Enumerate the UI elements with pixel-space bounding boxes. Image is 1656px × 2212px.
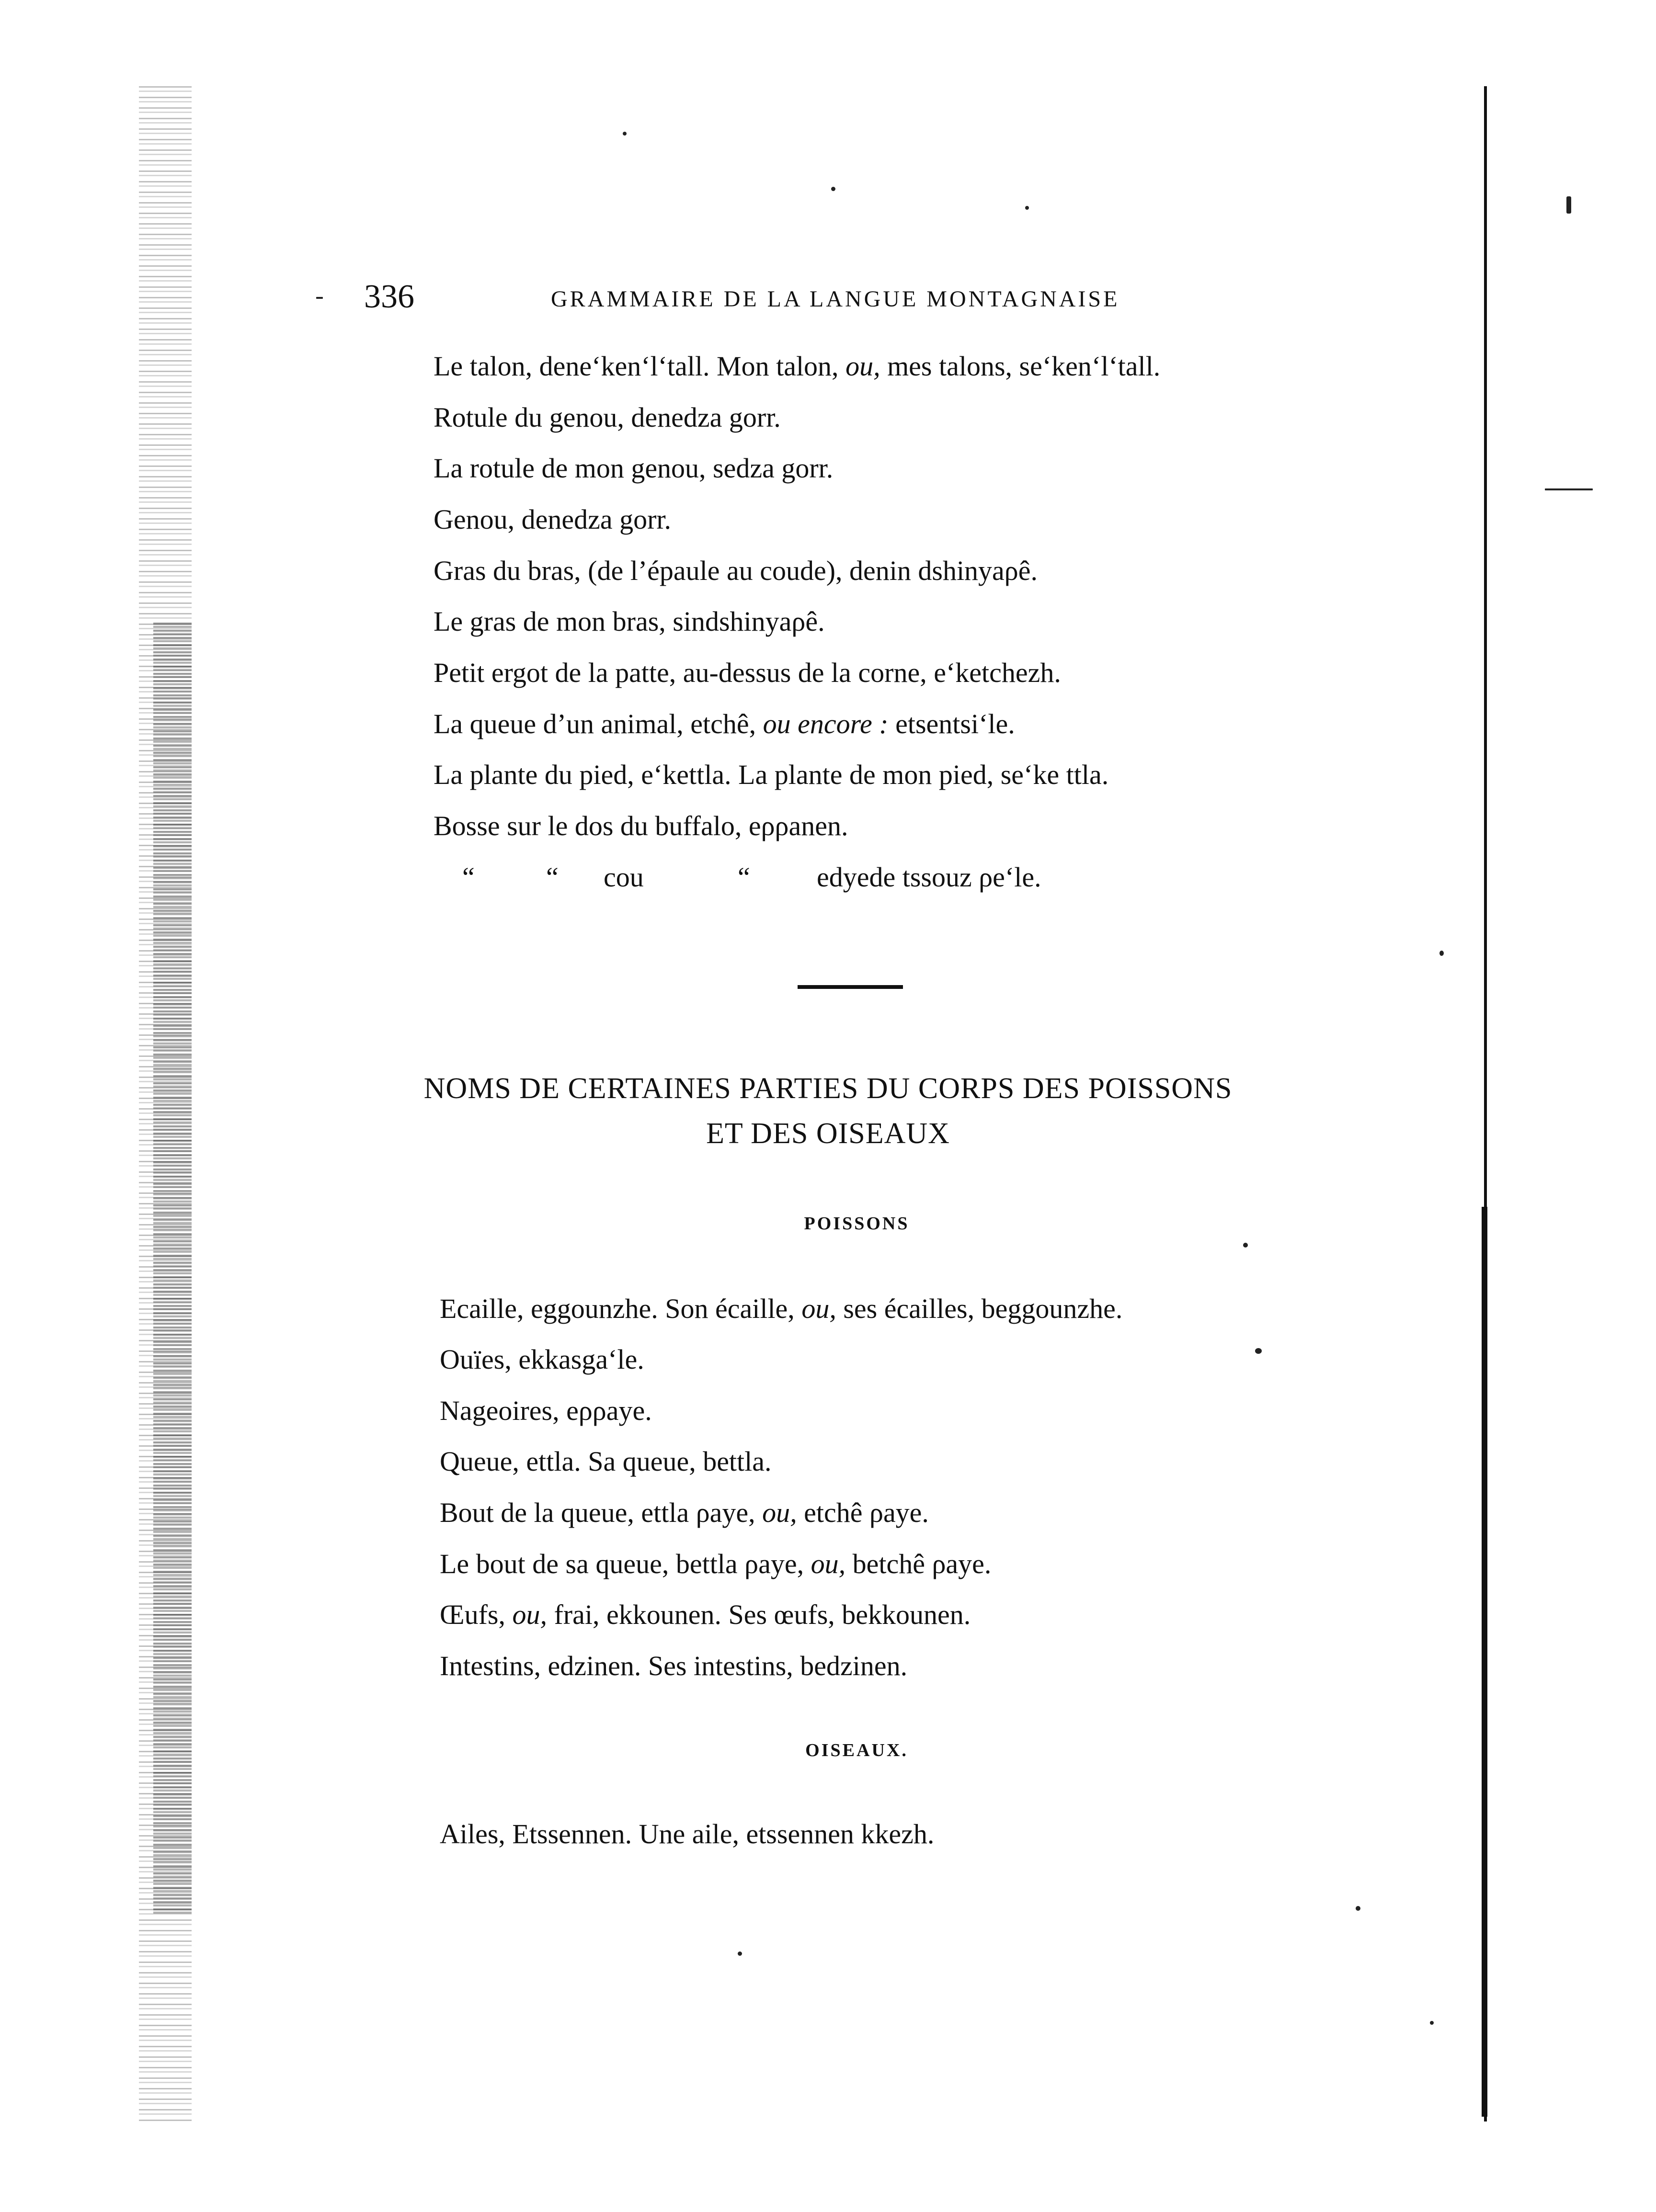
ditto-word: cou: [604, 862, 644, 893]
ditto-mark: “: [462, 862, 475, 893]
poissons-entry: Intestins, edzinen. Ses intestins, bedzinen.: [440, 1650, 908, 1681]
body-line: La queue d’un animal, etchê, ou encore : etsentsi‘le.: [434, 708, 1015, 739]
body-line: Genou, denedza gorr.: [434, 504, 672, 535]
scan-speck: [1243, 1243, 1248, 1248]
poissons-entry: Queue, ettla. Sa queue, bettla.: [440, 1446, 772, 1477]
scan-speck: [1356, 1906, 1360, 1911]
body-line: Petit ergot de la patte, au-dessus de la corne, e‘ketchezh.: [434, 657, 1061, 688]
page-number: 336: [364, 278, 414, 315]
scan-speck: [1430, 2021, 1434, 2025]
poissons-entry: Le bout de sa queue, bettla ρaye, ou, betchê ρaye.: [440, 1548, 992, 1579]
page-header: [364, 275, 1226, 318]
body-line: La rotule de mon genou, sedza gorr.: [434, 453, 834, 484]
ditto-value: edyede tssouz ρe‘le.: [817, 862, 1041, 893]
ditto-mark: “: [546, 862, 559, 893]
body-line: Gras du bras, (de l’épaule au coude), denin dshinyaρê.: [434, 555, 1038, 586]
section-divider: [798, 985, 903, 989]
scan-speck: [1545, 488, 1593, 490]
scan-speck: [831, 187, 835, 191]
scan-speck: [1566, 196, 1571, 214]
body-line: Le talon, dene‘ken‘l‘tall. Mon talon, ou, mes talons, se‘ken‘l‘tall.: [434, 351, 1161, 382]
binding-gutter-noise-dense: [153, 623, 192, 1916]
subheading-poissons: POISSONS: [804, 1214, 910, 1234]
poissons-entry: Œufs, ou, frai, ekkounen. Ses œufs, bekkounen.: [440, 1599, 971, 1630]
ditto-mark: “: [738, 862, 750, 893]
scan-speck: [1439, 951, 1444, 956]
scan-speck: [316, 297, 323, 299]
scan-speck: [1255, 1348, 1262, 1354]
poissons-entry: Ouïes, ekkasga‘le.: [440, 1344, 644, 1375]
scan-speck: [623, 132, 627, 136]
body-line: Rotule du genou, denedza gorr.: [434, 402, 781, 433]
poissons-entry: Ecaille, eggounzhe. Son écaille, ou, ses écailles, beggounzhe.: [440, 1293, 1123, 1324]
oiseaux-entry: Ailes, Etssennen. Une aile, etssennen kkezh.: [440, 1818, 935, 1849]
running-title: GRAMMAIRE DE LA LANGUE MONTAGNAISE: [551, 286, 1120, 312]
poissons-entry: Bout de la queue, ettla ρaye, ou, etchê ρaye.: [440, 1497, 929, 1528]
scan-speck: [738, 1951, 742, 1956]
subheading-oiseaux: OISEAUX.: [805, 1740, 908, 1760]
right-edge-rule-thick: [1482, 1207, 1487, 2117]
scan-speck: [1025, 206, 1029, 210]
body-line: La plante du pied, e‘kettla. La plante de mon pied, se‘ke ttla.: [434, 759, 1109, 790]
section-title-line-2: ET DES OISEAUX: [706, 1117, 950, 1150]
body-line: Bosse sur le dos du buffalo, eρρanen.: [434, 810, 848, 841]
poissons-entry: Nageoires, eρρaye.: [440, 1395, 652, 1426]
body-line: Le gras de mon bras, sindshinyaρê.: [434, 606, 825, 637]
section-title-line-1: NOMS DE CERTAINES PARTIES DU CORPS DES POISSONS: [423, 1072, 1233, 1105]
